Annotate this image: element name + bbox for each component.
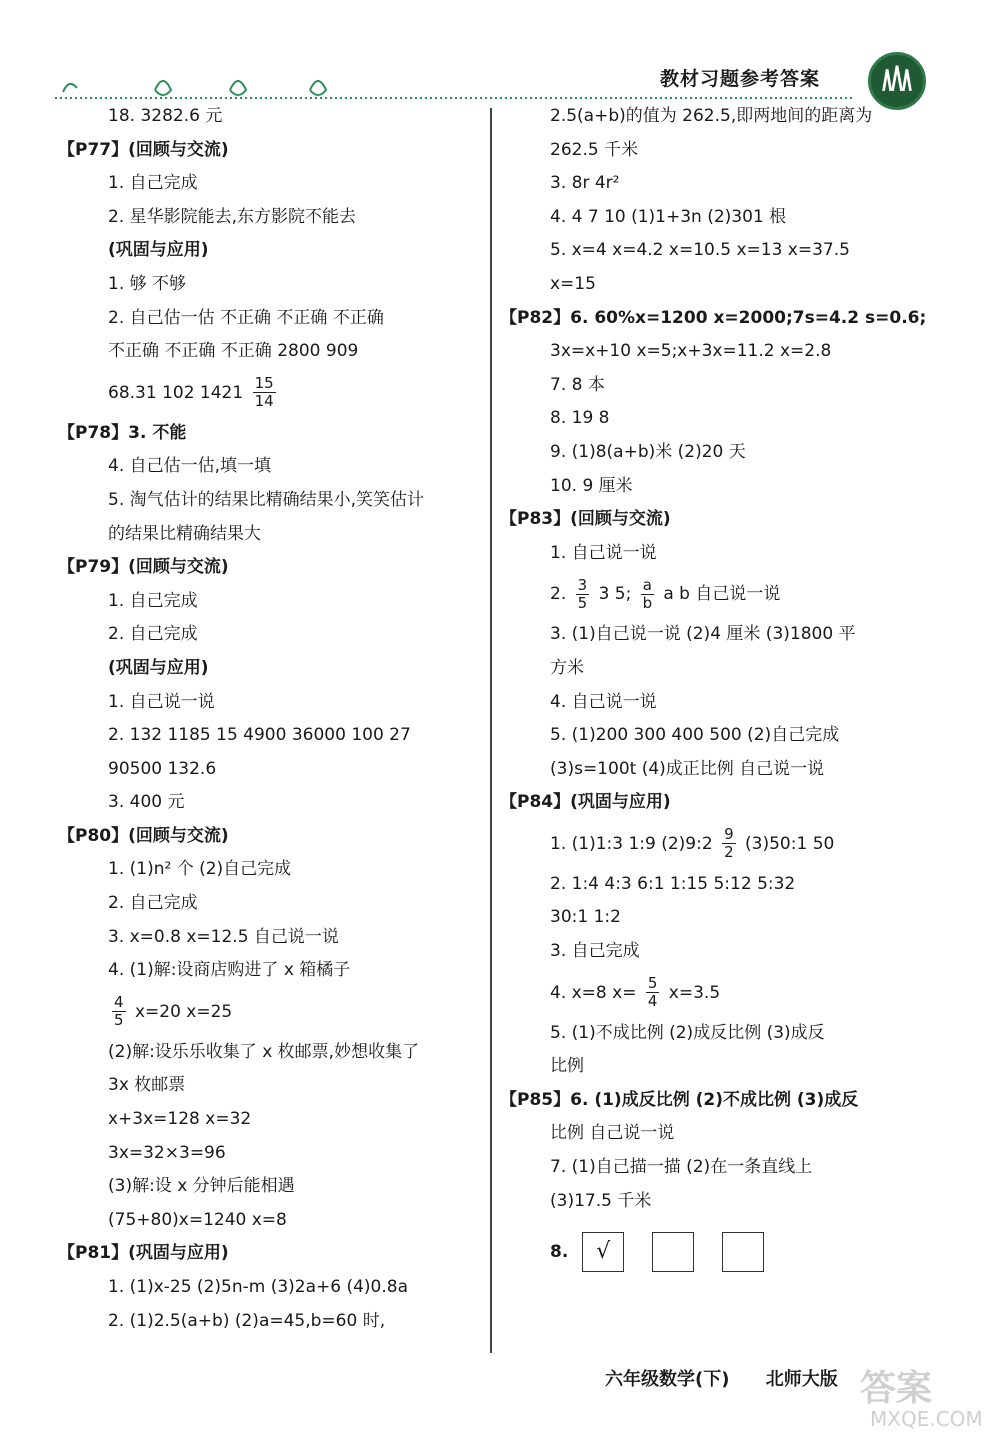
answer-line: (巩固与应用) — [108, 240, 209, 261]
answer-line: 【P84】(巩固与应用) — [500, 792, 671, 813]
answer-line: 2. 132 1185 15 4900 36000 100 27 — [108, 725, 411, 746]
answer-line: 1. 自己说一说 — [550, 542, 657, 563]
answer-line: 1. 够 不够 — [108, 273, 187, 294]
answer-line: x=15 — [550, 273, 596, 294]
answer-line: 3. 8r 4r² — [550, 173, 620, 194]
answer-line: 5. x=4 x=4.2 x=10.5 x=13 x=37.5 — [550, 240, 850, 261]
answer-line: 【P79】(回顾与交流) — [58, 557, 229, 578]
answer-line: 7. 8 本 — [550, 374, 605, 395]
answer-line: 262.5 千米 — [550, 139, 639, 160]
answer-line: 2. 星华影院能去,东方影院不能去 — [108, 206, 357, 227]
answer-line: 4. x=8 x= $\frac{5}{4}$ x=3.5 — [550, 974, 721, 1011]
answer-box — [722, 1232, 764, 1272]
answer-line: 3x=x+10 x=5;x+3x=11.2 x=2.8 — [550, 341, 832, 362]
answer-line: (75+80)x=1240 x=8 — [108, 1209, 287, 1230]
answer-line: 18. 3282.6 元 — [108, 106, 223, 126]
answer-line: 3. 400 元 — [108, 792, 185, 813]
answer-line: 2.5(a+b)的值为 262.5,即两地间的距离为 — [550, 106, 873, 126]
answer-line: 的结果比精确结果大 — [108, 523, 261, 544]
answer-line: $\frac{4}{5}$ x=20 x=25 — [114, 993, 233, 1030]
answer-line: 1. 自己完成 — [108, 590, 198, 611]
answer-line: (3)17.5 千米 — [550, 1190, 652, 1211]
answer-line: 【P83】(回顾与交流) — [500, 509, 671, 530]
answer-line: 3. 自己完成 — [550, 941, 640, 962]
answer-line: 1. (1)x-25 (2)5n-m (3)2a+6 (4)0.8a — [108, 1277, 409, 1297]
answer-line: 90500 132.6 — [108, 758, 217, 779]
answer-line: 1. (1)n² 个 (2)自己完成 — [108, 859, 292, 880]
answer-line: 1. (1)1:3 1:9 (2)9:2 $\frac{9}{2}$ (3)50:1 50 — [550, 825, 835, 862]
answer-line: 1. 自己说一说 — [108, 691, 215, 712]
answer-line: 3x 枚邮票 — [108, 1075, 186, 1096]
answer-line: 方米 — [550, 657, 584, 678]
answer-line: 5. (1)不成比例 (2)成反比例 (3)成反 — [550, 1022, 825, 1043]
answer-line: (3)s=100t (4)成正比例 自己说一说 — [550, 758, 825, 779]
answer-line: 3. (1)自己说一说 (2)4 厘米 (3)1800 平 — [550, 624, 856, 645]
answer-line: 3x=32×3=96 — [108, 1142, 226, 1163]
answer-line: 【P81】(巩固与应用) — [58, 1243, 229, 1264]
footer — [605, 1365, 838, 1391]
left-column — [58, 100, 438, 1338]
answer-box — [652, 1232, 694, 1272]
answer-line: 3. x=0.8 x=12.5 自己说一说 — [108, 926, 339, 947]
question-8: 8. √ — [500, 1228, 930, 1276]
answer-line: 4. 自己估一估,填一填 — [108, 456, 272, 477]
answer-line: (3)解:设 x 分钟后能相遇 — [108, 1176, 295, 1197]
answer-line: 9. (1)8(a+b)米 (2)20 天 — [550, 441, 746, 462]
answer-line: 7. (1)自己描一描 (2)在一条直线上 — [550, 1157, 813, 1178]
fraction: $\frac{5}{4}$ — [647, 974, 658, 1011]
answer-line: 4. 4 7 10 (1)1+3n (2)301 根 — [550, 206, 787, 227]
answer-line: 2. 自己估一估 不正确 不正确 不正确 — [108, 307, 384, 328]
answer-line: 【P82】6. 60%x=1200 x=2000;7s=4.2 s=0.6; — [500, 307, 927, 328]
answer-line: 【P85】6. (1)成反比例 (2)不成比例 (3)成反 — [500, 1089, 859, 1110]
svg-text:答案: 答案 — [860, 1368, 933, 1409]
answer-line: 【P80】(回顾与交流) — [58, 825, 229, 846]
answer-line: 2. (1)2.5(a+b) (2)a=45,b=60 时, — [108, 1310, 386, 1331]
answer-line: 2. 自己完成 — [108, 893, 198, 914]
footer-grade: 六年级数学(下) — [605, 1369, 730, 1390]
answer-line: 30:1 1:2 — [550, 907, 621, 928]
watermark-icon — [860, 1360, 990, 1430]
answer-line: 2. $\frac{3}{5}$ 3 5; $\frac{a}{b}$ a b 自己说一说 — [550, 575, 781, 612]
fraction: $\frac{4}{5}$ — [114, 993, 124, 1030]
answer-line: 1. 自己完成 — [108, 173, 198, 194]
answer-line: 4. 自己说一说 — [550, 691, 657, 712]
fraction: $\frac{a}{b}$ — [642, 575, 653, 612]
answer-line: 10. 9 厘米 — [550, 475, 633, 496]
column-divider — [490, 108, 492, 1353]
answer-line: 比例 自己说一说 — [550, 1123, 675, 1144]
answer-line: (2)解:设乐乐收集了 x 枚邮票,妙想收集了 — [108, 1041, 420, 1062]
answer-line: 8. 19 8 — [550, 408, 610, 429]
header-title: 教材习题参考答案 — [660, 68, 821, 90]
answer-line: 2. 1:4 4:3 6:1 1:15 5:12 5:32 — [550, 873, 796, 894]
answer-box: √ — [582, 1232, 624, 1272]
right-column — [500, 100, 930, 1276]
answer-line: 比例 — [550, 1056, 584, 1077]
answer-line: 不正确 不正确 不正确 2800 909 — [108, 341, 359, 362]
svg-text:MXQE.COM: MXQE.COM — [870, 1407, 983, 1430]
fraction: $\frac{3}{5}$ — [577, 575, 588, 612]
answer-line: x+3x=128 x=32 — [108, 1109, 252, 1130]
answer-line: 【P78】3. 不能 — [58, 422, 187, 443]
fraction: $\frac{9}{2}$ — [724, 825, 734, 862]
answer-line: 68.31 102 1421 $\frac{15}{14}$ — [108, 374, 274, 411]
answer-line: 5. 淘气估计的结果比精确结果小,笑笑估计 — [108, 489, 425, 510]
answer-line: 5. (1)200 300 400 500 (2)自己完成 — [550, 725, 840, 746]
fraction: $\frac{15}{14}$ — [254, 374, 274, 411]
answer-line: 4. (1)解:设商店购进了 x 箱橘子 — [108, 960, 351, 981]
answer-line: 【P77】(回顾与交流) — [58, 139, 229, 160]
answer-line: (巩固与应用) — [108, 657, 209, 678]
footer-edition: 北师大版 — [765, 1369, 838, 1390]
answer-line: 2. 自己完成 — [108, 624, 198, 645]
